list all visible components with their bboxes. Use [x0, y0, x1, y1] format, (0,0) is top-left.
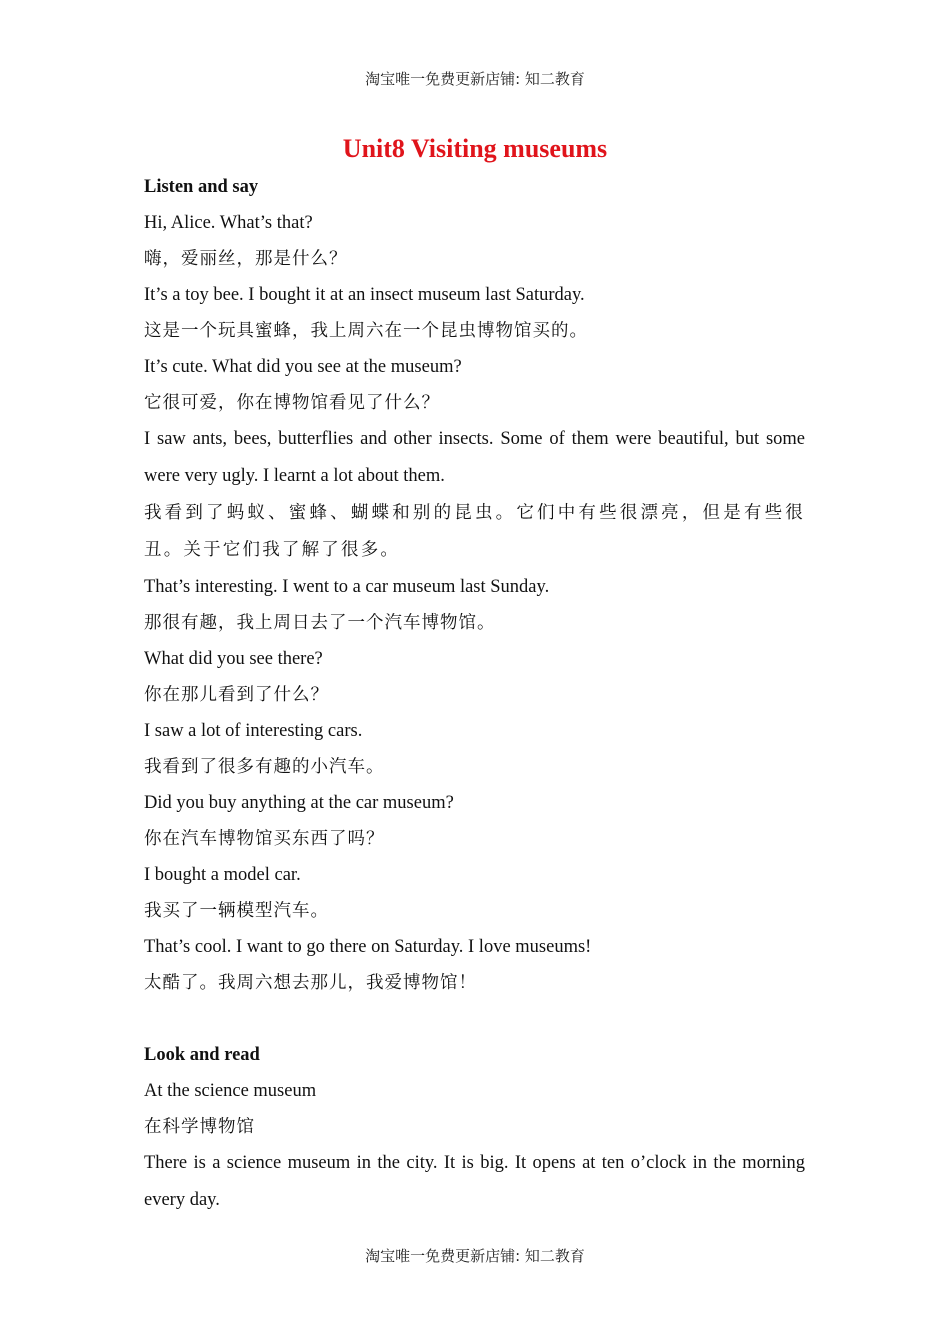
reading-title-zh: 在科学博物馆 — [144, 1117, 255, 1137]
spacer — [144, 1001, 805, 1037]
dialogue-line-zh: 嗨，爱丽丝，那是什么？ — [144, 249, 348, 269]
dialogue-line-en: That’s cool. I want to go there on Saturday. I love museums! — [144, 937, 592, 957]
dialogue-line-en: Hi, Alice. What’s that? — [144, 213, 313, 233]
dialogue-line-en: That’s interesting. I went to a car museum last Sunday. — [144, 577, 550, 597]
reading-paragraph-en: There is a science museum in the city. It is big. It opens at ten o’clock in the morning every day. — [144, 1153, 805, 1210]
dialogue-paragraph-zh: 我看到了蚂蚁、蜜蜂、蝴蝶和别的昆虫。它们中有些很漂亮，但是有些很丑。关于它们我了解了很多。 — [144, 503, 805, 560]
dialogue-line-en: It’s cute. What did you see at the museum? — [144, 357, 462, 377]
dialogue-line-zh: 我看到了很多有趣的小汽车。 — [144, 757, 385, 777]
dialogue-line-zh: 它很可爱，你在博物馆看见了什么？ — [144, 393, 440, 413]
dialogue-paragraph-en: I saw ants, bees, butterflies and other insects. Some of them were beautiful, but some were very ugly. I learnt a lot about them. — [144, 429, 805, 486]
dialogue-line-zh: 你在汽车博物馆买东西了吗？ — [144, 829, 385, 849]
page-footer: 淘宝唯一免费更新店铺: 知二教育 — [365, 1247, 585, 1265]
dialogue-line-zh: 我买了一辆模型汽车。 — [144, 901, 329, 921]
dialogue-line-en: I saw a lot of interesting cars. — [144, 721, 363, 741]
dialogue-line-en: It’s a toy bee. I bought it at an insect museum last Saturday. — [144, 285, 585, 305]
dialogue-line-zh: 你在那儿看到了什么？ — [144, 685, 329, 705]
document-body — [144, 169, 805, 1219]
page-header: 淘宝唯一免费更新店铺: 知二教育 — [365, 70, 585, 88]
dialogue-line-zh: 这是一个玩具蜜蜂，我上周六在一个昆虫博物馆买的。 — [144, 321, 588, 341]
dialogue-line-en: What did you see there? — [144, 649, 323, 669]
section-heading-look-and-read: Look and read — [144, 1045, 260, 1065]
section-heading-listen-and-say: Listen and say — [144, 177, 259, 197]
dialogue-line-zh: 那很有趣，我上周日去了一个汽车博物馆。 — [144, 613, 496, 633]
page-title: Unit8 Visiting museums — [342, 134, 608, 163]
dialogue-line-en: I bought a model car. — [144, 865, 301, 885]
reading-title-en: At the science museum — [144, 1081, 317, 1101]
dialogue-line-en: Did you buy anything at the car museum? — [144, 793, 454, 813]
dialogue-line-zh: 太酷了。我周六想去那儿，我爱博物馆！ — [144, 973, 477, 993]
